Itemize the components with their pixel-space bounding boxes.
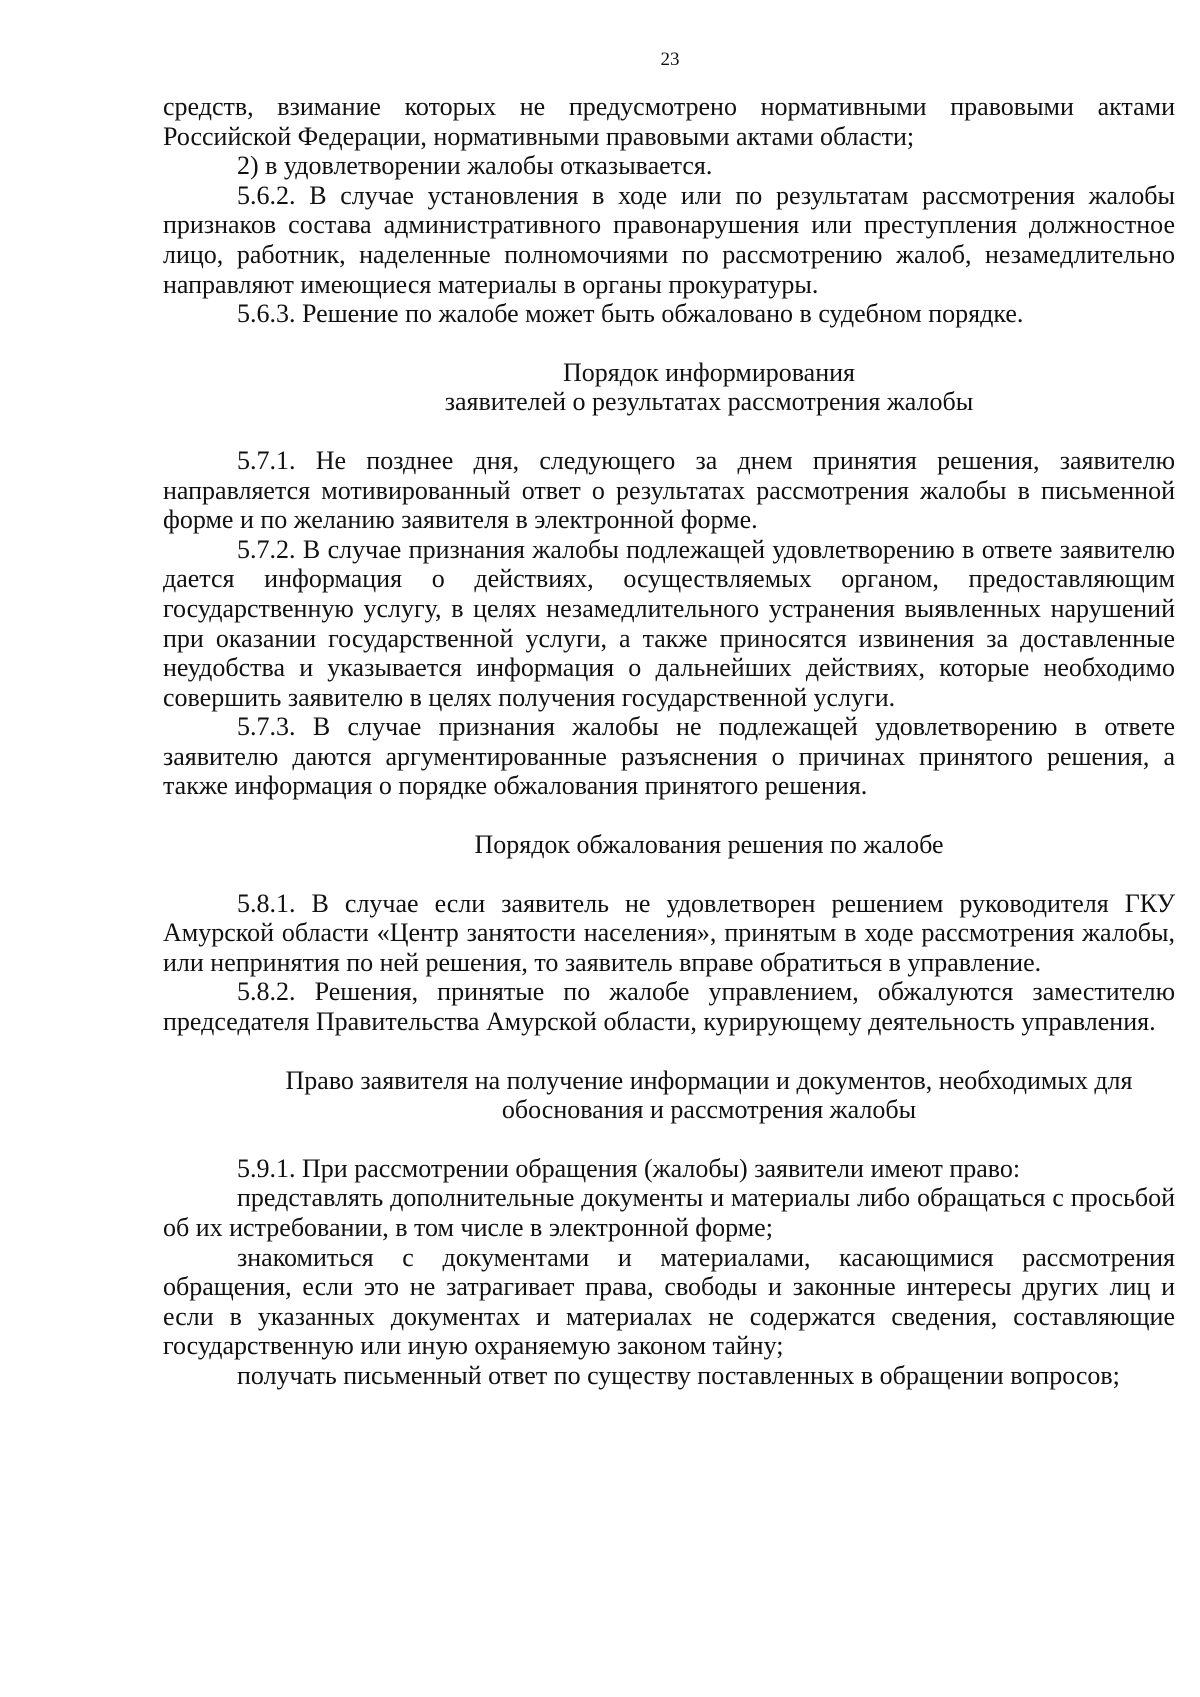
section-heading-line: заявителей о результатах рассмотрения жалобы [444, 387, 974, 417]
paragraph: знакомиться с документами и материалами, касающимися рассмотрения обращения, если это не затрагивает права, свободы и законные интересы других лиц и если в указанных документах и материалах не содержатся сведения, составляющие государственную или иную охраняемую законом тайну; [163, 1242, 1175, 1361]
section-heading-line: Порядок обжалования решения по жалобе [474, 830, 944, 860]
page-number: 23 [660, 49, 680, 70]
paragraph: получать письменный ответ по существу поставленных в обращении вопросов; [237, 1360, 1120, 1390]
paragraph: 2) в удовлетворении жалобы отказывается. [237, 151, 713, 181]
section-heading-line: обоснования и рассмотрения жалобы [501, 1095, 917, 1125]
section-heading-line: Порядок информирования [562, 357, 855, 387]
paragraph: 5.7.2. В случае признания жалобы подлежащей удовлетворению в ответе заявителю дается информация о действиях, осуществляемых органом, предоставляющим государственную услугу, в целях незамедлительного устранения выявленных нарушений при оказании государственной услуги, а также приносятся извинения за доставленные неудобства и указывается информация о дальнейших действиях, которые необходимо совершить заявителю в целях получения государственной услуги. [163, 534, 1175, 712]
paragraph: представлять дополнительные документы и материалы либо обращаться с просьбой об их истребовании, в том числе в электронной форме; [163, 1183, 1175, 1242]
section-heading [163, 830, 1175, 860]
paragraph: 5.6.2. В случае установления в ходе или по результатам рассмотрения жалобы признаков состава административного правонарушения или преступления должностное лицо, работник, наделенные полномочиями по рассмотрению жалоб, незамедлительно направляют имеющиеся материалы в органы прокуратуры. [163, 180, 1175, 299]
paragraph: средств, взимание которых не предусмотрено нормативными правовыми актами Российской Федерации, нормативными правовыми актами области; [163, 92, 1175, 151]
document-body [163, 92, 1175, 1391]
paragraph: 5.8.1. В случае если заявитель не удовлетворен решением руководителя ГКУ Амурской области «Центр занятости населения», принятым в ходе рассмотрения жалобы, или непринятия по ней решения, то заявитель вправе обратиться в управление. [163, 888, 1175, 977]
section-heading-line: Право заявителя на получение информации и документов, необходимых для [285, 1065, 1133, 1095]
paragraph: 5.7.3. В случае признания жалобы не подлежащей удовлетворению в ответе заявителю даются аргументированные разъяснения о причинах принятого решения, а также информация о порядке обжалования принятого решения. [163, 712, 1175, 801]
paragraph: 5.7.1. Не позднее дня, следующего за днем принятия решения, заявителю направляется мотивированный ответ о результатах рассмотрения жалобы в письменной форме и по желанию заявителя в электронной форме. [163, 445, 1175, 535]
paragraph: 5.8.2. Решения, принятые по жалобе управлением, обжалуются заместителю председателя Правительства Амурской области, курирующему деятельность управления. [163, 977, 1175, 1037]
section-heading [163, 358, 1175, 417]
section-heading [163, 1066, 1175, 1125]
paragraph: 5.6.3. Решение по жалобе может быть обжаловано в судебном порядке. [237, 299, 1024, 329]
paragraph: 5.9.1. При рассмотрении обращения (жалобы) заявители имеют право: [237, 1153, 1021, 1183]
